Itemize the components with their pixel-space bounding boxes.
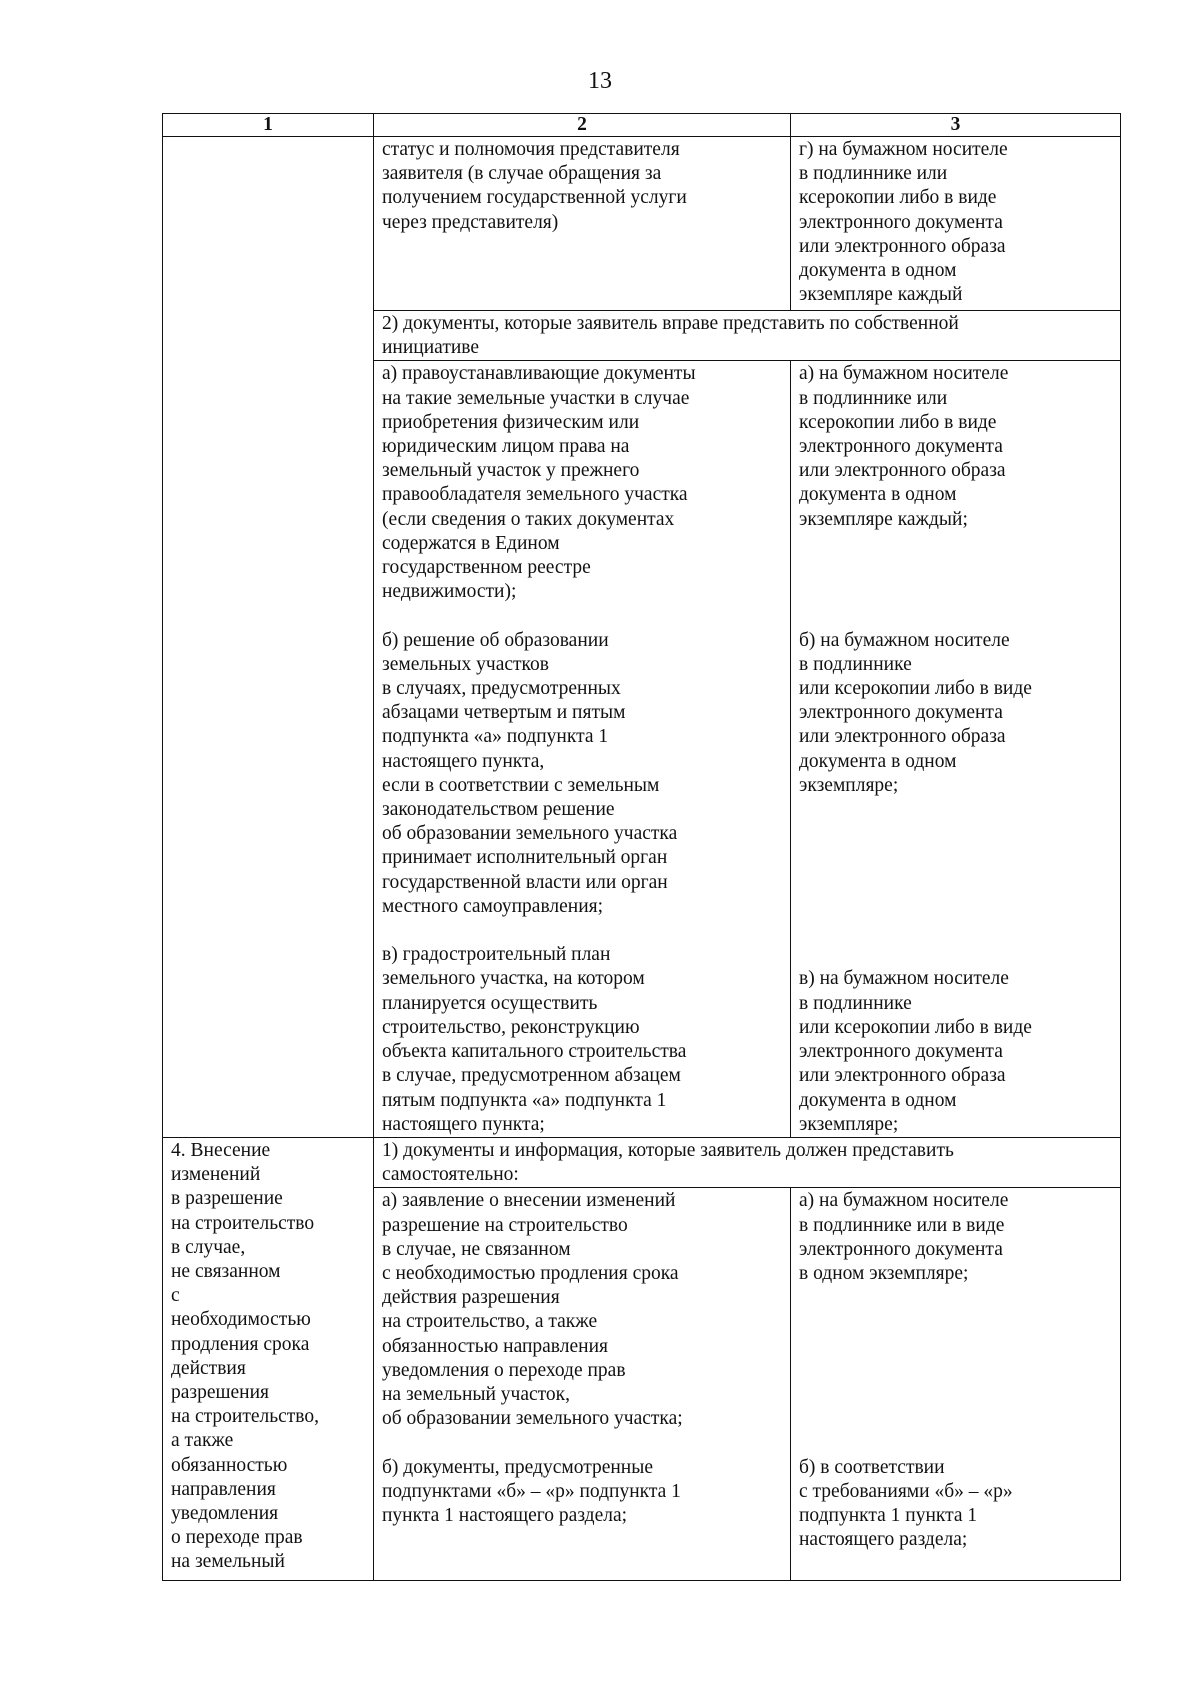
document-form-cell: г) на бумажном носителе в подлиннике или ксерокопии либо в виде электронного документа или электронного образа документа в одном экземпляре каждый [791,137,1121,311]
section-heading-cell: 2) документы, которые заявитель вправе представить по собственной инициативе [374,311,1121,361]
document-form-cell: а) на бумажном носителе в подлиннике или в виде электронного документа в одном экземпляре; б) в соответствии с требованиями «б» – «р» подпункта 1 пункта 1 настоящего раздела; [791,1188,1121,1581]
section-heading-cell: 1) документы и информация, которые заявитель должен представить самостоятельно: [374,1137,1121,1187]
requirements-table [162,113,1121,1581]
table-header-row [163,114,1121,137]
table-row [163,1137,1121,1187]
column-header-1: 1 [163,114,374,137]
document-description-cell: статус и полномочия представителя заявителя (в случае обращения за получением государственной услуги через представителя) [374,137,791,311]
table-row [163,137,1121,311]
service-name-cell: 4. Внесение изменений в разрешение на строительство в случае, не связанном с необходимостью продления срока действия разрешения на строительство, а также обязанностью направления уведомления о переходе прав на земельный [163,1137,374,1580]
column-header-2: 2 [374,114,791,137]
empty-service-cell [163,137,374,1138]
column-header-3: 3 [791,114,1121,137]
document-description-cell: а) правоустанавливающие документы на такие земельные участки в случае приобретения физическим или юридическим лицом права на земельный участок у прежнего правообладателя земельного участка (если сведения о таких документах содержатся в Едином государственном реестре недвижимости); б) решение об образовании земельных участков в случаях, предусмотренных абзацами четвертым и пятым подпункта «а» подпункта 1 настоящего пункта, если в соответствии с земельным законодательством решение об образовании земельного участка принимает исполнительный орган государственной власти или орган местного самоуправления; в) градостроительный план земельного участка, на котором планируется осуществить строительство, реконструкцию объекта капитального строительства в случае, предусмотренном абзацем пятым подпункта «а» подпункта 1 настоящего пункта; [374,361,791,1138]
document-form-cell: а) на бумажном носителе в подлиннике или ксерокопии либо в виде электронного документа или электронного образа документа в одном экземпляре каждый; б) на бумажном носителе в подлиннике или ксерокопии либо в виде электронного документа или электронного образа документа в одном экземпляре; в) на бумажном носителе в подлиннике или ксерокопии либо в виде электронного документа или электронного образа документа в одном экземпляре; [791,361,1121,1138]
document-description-cell: а) заявление о внесении изменений разрешение на строительство в случае, не связанном с необходимостью продления срока действия разрешения на строительство, а также обязанностью направления уведомления о переходе прав на земельный участок, об образовании земельного участка; б) документы, предусмотренные подпунктами «б» – «р» подпункта 1 пункта 1 настоящего раздела; [374,1188,791,1581]
page-number: 13 [588,68,612,94]
